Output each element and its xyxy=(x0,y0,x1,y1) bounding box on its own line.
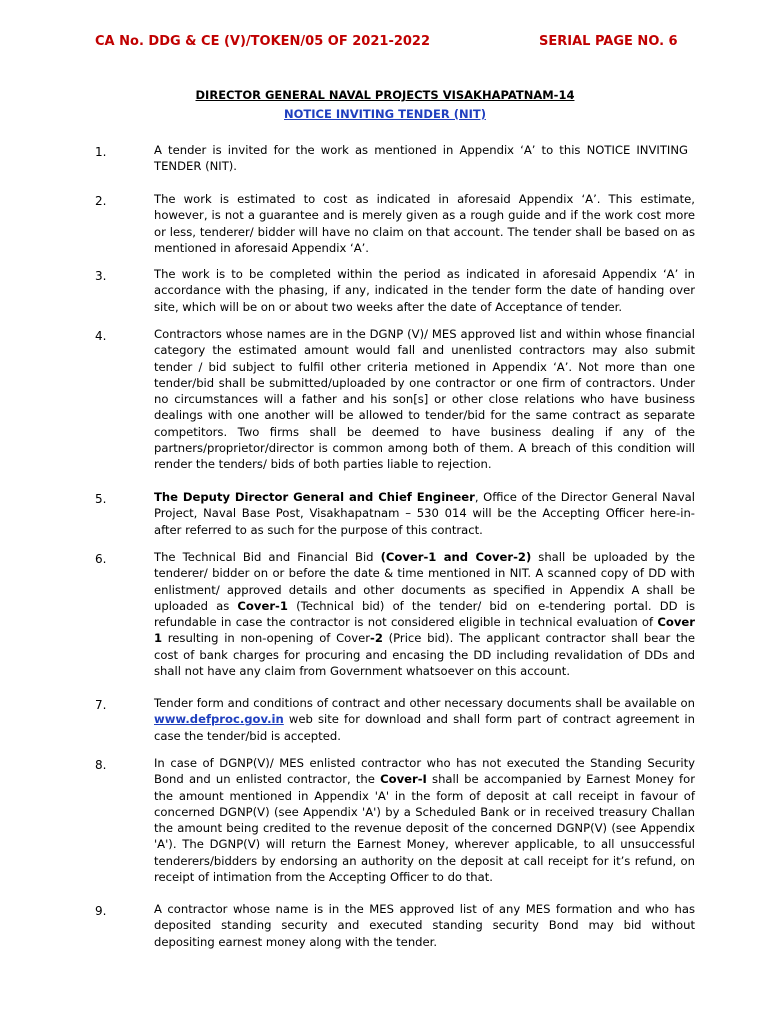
defproc-link[interactable]: www.defproc.gov.in xyxy=(154,712,284,727)
paragraph-text: The work is to be completed within the period as indicated in aforesaid Appendix ‘A’ in accordance with the phasing, if any, indicated in the tender form the date of handing over site, which will be on or about two weeks after the date of Acceptance of tender. xyxy=(154,267,695,314)
paragraph-text: Contractors whose names are in the DGNP (V)/ MES approved list and within whose financial category the estimated amount would fall and unenlisted contractors may also submit tender / bid subject to fulfil other criteria metioned in Appendix ‘A’. Not more than one tender/bid shall be submitted/uploaded by one contractor or one firm of contractors. Under no circumstances will a father and his son[s] or other close relations who have business dealings with one another will be allowed to tender/bid for the same contract as separate competitors. Two firms shall be deemed to have business dealing if any of the partners/proprietor/director is common among both of them. A breach of this condition will render the tenders/ bids of both parties liable to rejection. xyxy=(154,327,695,472)
serial-page-number: SERIAL PAGE NO. 6 xyxy=(539,34,678,49)
paragraph-text: A contractor whose name is in the MES approved list of any MES formation and who has deposited standing security and executed standing security Bond may bid without depositing earnest money along with the tender. xyxy=(154,902,695,949)
paragraph-text: The Deputy Director General and Chief Engineer, Office of the Director General Naval Project, Naval Base Post, Visakhapatnam – 530 014 will be the Accepting Officer here-in-after referred to as such for the purpose of this contract. xyxy=(154,490,695,537)
contract-number: CA No. DDG & CE (V)/TOKEN/05 OF 2021-2022 xyxy=(95,34,431,49)
paragraph-number: 1. xyxy=(95,145,107,159)
paragraph-number: 7. xyxy=(95,698,107,712)
paragraph-number: 2. xyxy=(95,194,107,208)
paragraph-number: 6. xyxy=(95,552,107,566)
paragraph-number: 9. xyxy=(95,904,107,918)
accepting-officer-title: The Deputy Director General and Chief Engineer xyxy=(154,490,475,504)
paragraph-number: 4. xyxy=(95,329,107,343)
paragraph-number: 8. xyxy=(95,758,107,772)
paragraph-text: In case of DGNP(V)/ MES enlisted contractor who has not executed the Standing Security Bond and un enlisted contractor, the Cover-I shall be accompanied by Earnest Money for the amount mentioned in Appendix 'A' in the form of deposit at call receipt in favour of concerned DGNP(V) (see Appendix 'A') by a Scheduled Bank or in received treasury Challan the amount being credited to the revenue deposit of the concerned DGNP(V) (see Appendix 'A'). The DGNP(V) will return the Earnest Money, wherever applicable, to all unsuccessful tenderers/bidders by endorsing an authority on the deposit at call receipt for it’s refund, on receipt of intimation from the Accepting Officer to do that. xyxy=(154,756,695,885)
office-title: DIRECTOR GENERAL NAVAL PROJECTS VISAKHAPATNAM-14 xyxy=(195,88,575,102)
paragraph-text: The work is estimated to cost as indicated in aforesaid Appendix ‘A’. This estimate, however, is not a guarantee and is merely given as a rough guide and if the work cost more or less, tenderer/ bidder will have no claim on that account. The tender shall be based on as mentioned in aforesaid Appendix ‘A’. xyxy=(154,192,695,255)
paragraph-number: 3. xyxy=(95,269,107,283)
paragraph-text: Tender form and conditions of contract and other necessary documents shall be available on www.defproc.gov.in web site for download and shall form part of contract agreement in case the tender/bid is accepted. xyxy=(154,696,695,743)
paragraph-text: The Technical Bid and Financial Bid (Cover-1 and Cover-2) shall be uploaded by the tenderer/ bidder on or before the date & time mentioned in NIT. A scanned copy of DD with enlistment/ approved details and other documents as specified in Appendix A shall be uploaded as Cover-1 (Technical bid) of the tender/ bid on e-tendering portal. DD is refundable in case the contractor is not considered eligible in technical evaluation of Cover 1 resulting in non-opening of Cover-2 (Price bid). The applicant contractor shall bear the cost of bank charges for procuring and encasing the DD including revalidation of DDs and shall not have any claim from Government whatsoever on this account. xyxy=(154,550,696,679)
notice-title: NOTICE INVITING TENDER (NIT) xyxy=(284,107,486,121)
paragraph-text: A tender is invited for the work as mentioned in Appendix ‘A’ to this NOTICE INVITING TENDER (NIT). xyxy=(154,143,688,174)
paragraph-number: 5. xyxy=(95,492,107,506)
